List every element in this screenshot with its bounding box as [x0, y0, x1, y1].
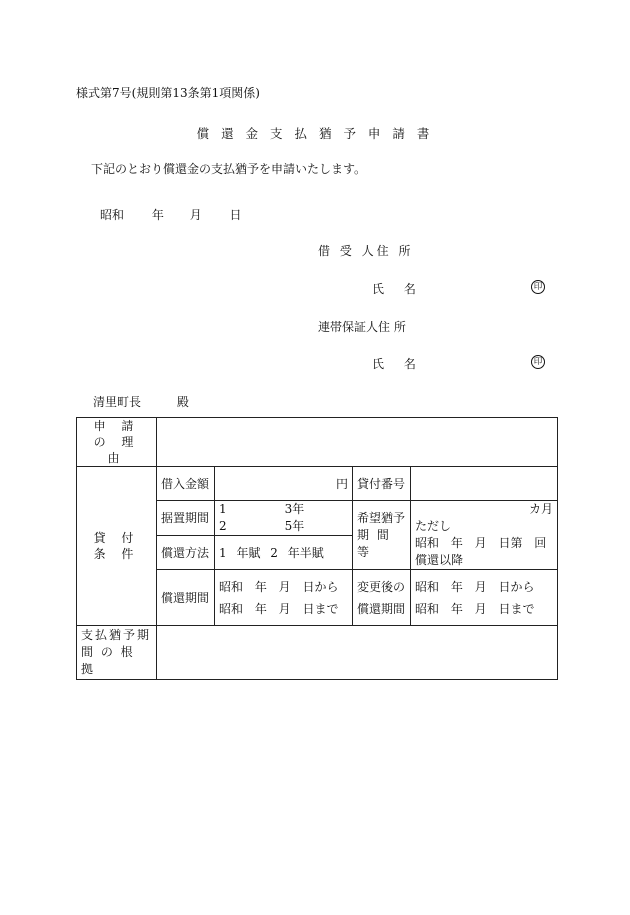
changed-label-2: 償還期間 [357, 601, 406, 616]
basis-label-2: 間 の 根 拠 [81, 645, 135, 676]
months-unit: カ月 [528, 502, 553, 516]
borrower-seal-icon: 印 [531, 280, 545, 294]
addressee [93, 393, 189, 410]
date-day: 日 [229, 208, 242, 222]
guarantor-seal-icon: 印 [531, 355, 545, 369]
basis-label [77, 626, 157, 680]
new-from-date: 昭和 年 月 日から [415, 579, 535, 594]
form-number: 様式第7号(規則第13条第1項関係) [76, 86, 260, 100]
intro-text: 下記のとおり償還金の支払猶予を申請いたします。 [91, 162, 367, 176]
repay-method-field[interactable]: 1 年賦 2 年半賦 [215, 536, 353, 570]
deferment-opt2-no: 2 [219, 519, 227, 533]
basis-field[interactable] [157, 626, 558, 680]
however-text: ただし [415, 519, 452, 533]
changed-label-1: 変更後の [357, 579, 406, 594]
borrower-address-label: 借 受 人住 所 [318, 244, 414, 258]
date-year: 年 [151, 208, 164, 222]
conditions-label: 貸 付 条 件 [77, 467, 157, 626]
yen-unit: 円 [335, 476, 348, 491]
repay-period-label: 償還期間 [157, 570, 215, 626]
application-form-table [76, 417, 558, 680]
loan-amount-label: 借入金額 [157, 467, 215, 501]
date-month: 月 [189, 208, 202, 222]
repay-after-text: 償還以降 [415, 553, 464, 567]
deferment-opt1-val: 3年 [284, 502, 305, 516]
from-installment-text: 昭和 年 月 日第 回 [415, 536, 547, 550]
guarantor-address-label: 連帯保証人住 所 [318, 320, 406, 334]
deferment-opt1-no: 1 [219, 502, 227, 516]
repay-period-field[interactable] [215, 570, 353, 626]
basis-label-1: 支払猶予期 [81, 628, 152, 642]
reason-field[interactable] [157, 418, 558, 467]
repay-from-date: 昭和 年 月 日から [219, 579, 339, 594]
changed-period-field[interactable] [411, 570, 558, 626]
guarantor-name-label: 氏 名 [372, 357, 424, 371]
loan-amount-field[interactable] [215, 467, 353, 501]
desired-period-label [353, 501, 411, 570]
document-title: 償 還 金 支 払 猶 予 申 請 書 [196, 126, 434, 141]
deferment-opt2-val: 5年 [284, 519, 305, 533]
date-era: 昭和 [100, 208, 125, 222]
repay-to-date: 昭和 年 月 日まで [219, 601, 339, 616]
deferment-label: 据置期間 [157, 501, 215, 536]
borrower-name-label: 氏 名 [372, 282, 424, 296]
addressee-honorific: 殿 [176, 395, 189, 409]
deferment-options[interactable] [215, 501, 353, 536]
loan-number-label: 貸付番号 [353, 467, 411, 501]
desired-period-field[interactable] [411, 501, 558, 570]
desired-label-2: 期 間 等 [357, 527, 391, 559]
new-to-date: 昭和 年 月 日まで [415, 601, 535, 616]
repay-method-label: 償還方法 [157, 536, 215, 570]
reason-label: 申 請 の 理 由 [77, 418, 157, 467]
application-date [100, 206, 242, 223]
loan-number-field[interactable] [411, 467, 558, 501]
addressee-name: 清里町長 [93, 395, 142, 409]
desired-label-1: 希望猶予 [357, 510, 406, 525]
changed-period-label [353, 570, 411, 626]
